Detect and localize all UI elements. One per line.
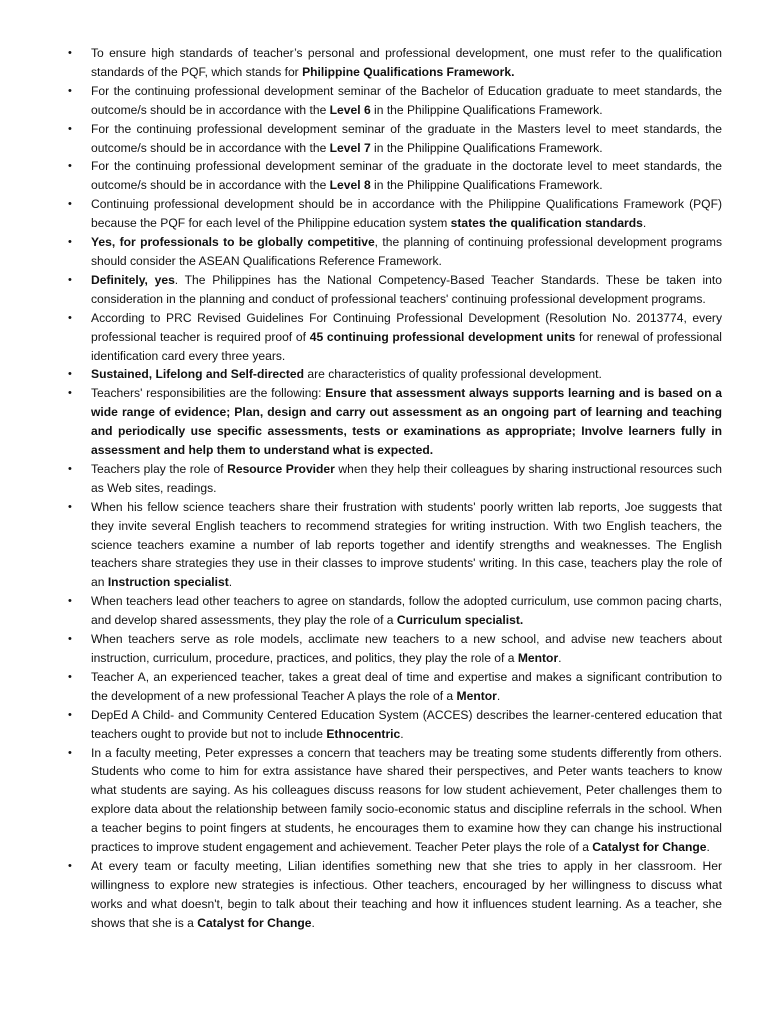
list-item — [64, 157, 722, 195]
item-text: For the continuing professional development seminar of the Bachelor of Education graduate to meet standards, the outcome/s should be in accordance with the — [91, 83, 722, 117]
list-item — [64, 384, 722, 460]
bullet-icon: • — [68, 633, 72, 646]
bold-answer-text: Philippine Qualifications Framework. — [302, 64, 515, 79]
bold-answer-text: Ensure that assessment always supports learning and is based on a wide range of evidence; Plan, design and carry out assessment as an ongoing part of learning and teaching and periodically use specific assessments, tests or examinations as appropriate; Involve learners fully in assessment and help them to understand what is expected. — [91, 386, 722, 458]
bold-answer-text: Level 7 — [329, 140, 371, 155]
bold-answer-text: 45 continuing professional development units — [309, 329, 576, 344]
item-text: . — [311, 915, 315, 930]
bullet-icon: • — [68, 311, 72, 324]
item-text: in the Philippine Qualifications Framework. — [370, 102, 603, 117]
bullet-icon: • — [68, 273, 72, 286]
item-text: . — [400, 726, 404, 741]
bold-answer-text: Mentor — [456, 688, 497, 703]
item-text: At every team or faculty meeting, Lilian identifies something new that she tries to apply in her classroom. Her willingness to explore new strategies is infectious. Other teachers, encouraged by her willingness to discuss what works and what doesn't, begin to talk about their teaching and how it influences student learning. As a teacher, she shows that she is a — [91, 858, 722, 930]
bold-answer-text: Catalyst for Change — [592, 840, 707, 855]
list-item — [64, 706, 722, 744]
list-item — [64, 82, 722, 120]
item-text: Teacher A, an experienced teacher, takes a great deal of time and expertise and makes a significant contribution to the development of a new professional Teacher A plays the role of a — [91, 669, 722, 703]
list-item — [64, 120, 722, 158]
item-text: For the continuing professional development seminar of the graduate in the doctorate level to meet standards, the outcome/s should be in accordance with the — [91, 159, 722, 193]
item-text: . — [558, 651, 562, 665]
bullet-icon: • — [68, 387, 72, 400]
bold-answer-text: Catalyst for Change — [197, 915, 312, 930]
item-text: To ensure high standards of teacher’s personal and professional development, one must refer to the qualification standards of the PQF, which stands for — [91, 46, 722, 79]
list-item — [64, 233, 722, 271]
list-item — [64, 744, 722, 857]
bullet-icon: • — [68, 500, 72, 513]
bullet-list — [64, 44, 722, 933]
bullet-icon: • — [68, 746, 72, 759]
bold-answer-text: Sustained, Lifelong and Self-directed — [91, 367, 305, 382]
bullet-icon: • — [68, 47, 72, 59]
item-text: . — [642, 216, 647, 231]
bullet-icon: • — [68, 462, 72, 475]
item-text: . The Philippines has the National Competency-Based Teacher Standards. These be taken into consideration in the planning and conduct of professional teachers' continuing professional development programs. — [91, 272, 722, 306]
bullet-icon: • — [68, 368, 72, 381]
bullet-icon: • — [68, 236, 72, 249]
item-text: In a faculty meeting, Peter expresses a concern that teachers may be treating some students differently from others. Students who come to him for extra assistance have shared their perspectives, and Peter wants teachers to know what students are saying. As his colleagues discuss reasons for low student achievement, Peter challenges them to explore data about the relationship between family socio-economic status and discipline referrals in the school. When a teacher begins to point fingers at students, he encourages them to examine how they can change his instructional practices to improve student engagement and achievement. Teacher Peter plays the role of a — [91, 745, 722, 855]
list-item — [64, 668, 722, 706]
list-item — [64, 630, 722, 668]
list-item — [64, 309, 722, 366]
item-text: . — [496, 688, 501, 703]
bold-answer-text: Definitely, yes — [91, 272, 175, 287]
item-text: for renewal of professional identification card every three years. — [91, 329, 722, 363]
item-text: . — [228, 575, 233, 590]
bold-answer-text: Ethnocentric — [326, 726, 401, 741]
bullet-icon: • — [68, 84, 72, 97]
item-text: Continuing professional development should be in accordance with the Philippine Qualifications Framework (PQF) because the PQF for each level of the Philippine education system — [91, 197, 722, 231]
bold-answer-text: Level 8 — [329, 178, 371, 193]
list-item — [64, 592, 722, 630]
bold-answer-text: Resource Provider — [227, 461, 335, 476]
bold-answer-text: Curriculum specialist. — [396, 613, 524, 628]
bullet-icon: • — [68, 708, 72, 721]
bullet-icon: • — [68, 122, 72, 135]
item-text: when they help their colleagues by sharing instructional resources such as Web sites, readings. — [91, 461, 723, 495]
list-item — [64, 460, 722, 498]
bullet-icon: • — [68, 595, 72, 608]
list-item — [64, 271, 722, 309]
bold-answer-text: Instruction specialist — [107, 575, 229, 590]
item-text: Teachers' responsibilities are the following: — [91, 386, 326, 401]
item-text: in the Philippine Qualifications Framework. — [370, 140, 603, 155]
bold-answer-text: Mentor — [517, 651, 559, 665]
item-text: When teachers lead other teachers to agree on standards, follow the adopted curriculum, use common pacing charts, and develop shared assessments, they play the role of a — [91, 594, 722, 628]
bold-answer-text: states the qualification standards — [450, 216, 643, 231]
list-item — [64, 195, 722, 233]
bullet-icon: • — [68, 160, 72, 173]
item-text: are characteristics of quality professional development. — [304, 367, 602, 382]
bullet-icon: • — [68, 198, 72, 211]
item-text: When teachers serve as role models, acclimate new teachers to a new school, and advise new teachers about instruction, curriculum, procedure, practices, and politics, they play the role of a — [91, 632, 722, 665]
bullet-icon: • — [68, 859, 72, 872]
list-item — [64, 857, 722, 933]
list-item — [64, 44, 722, 82]
item-text: For the continuing professional development seminar of the graduate in the Masters level to meet standards, the outcome/s should be in accordance with the — [91, 121, 722, 155]
bullet-icon: • — [68, 670, 72, 683]
item-text: . — [706, 840, 710, 855]
list-item — [64, 498, 722, 593]
list-item — [64, 365, 722, 384]
item-text: According to PRC Revised Guidelines For Continuing Professional Development (Resolution No. 2013774, every professional teacher is required proof of — [91, 310, 722, 344]
item-text: Teachers play the role of — [91, 461, 228, 476]
bold-answer-text: Level 6 — [329, 102, 371, 117]
item-text: in the Philippine Qualifications Framework. — [370, 178, 603, 193]
item-text: , the planning of continuing professional development programs should consider the ASEAN Qualifications Reference Framework. — [91, 235, 722, 268]
item-text: DepEd A Child- and Community Centered Education System (ACCES) describes the learner-centered education that teachers ought to provide but not to include — [91, 707, 722, 741]
item-text: When his fellow science teachers share their frustration with students' poorly written lab reports, Joe suggests that they invite several English teachers to recommend strategies for writing instruction. With two English teachers, the science teachers examine a number of lab reports together and identify strengths and weaknesses. The English teachers share strategies they use in their classes to improve students' writing. In this case, teachers play the role of an — [91, 499, 722, 590]
bold-answer-text: Yes, for professionals to be globally competitive — [91, 235, 375, 250]
